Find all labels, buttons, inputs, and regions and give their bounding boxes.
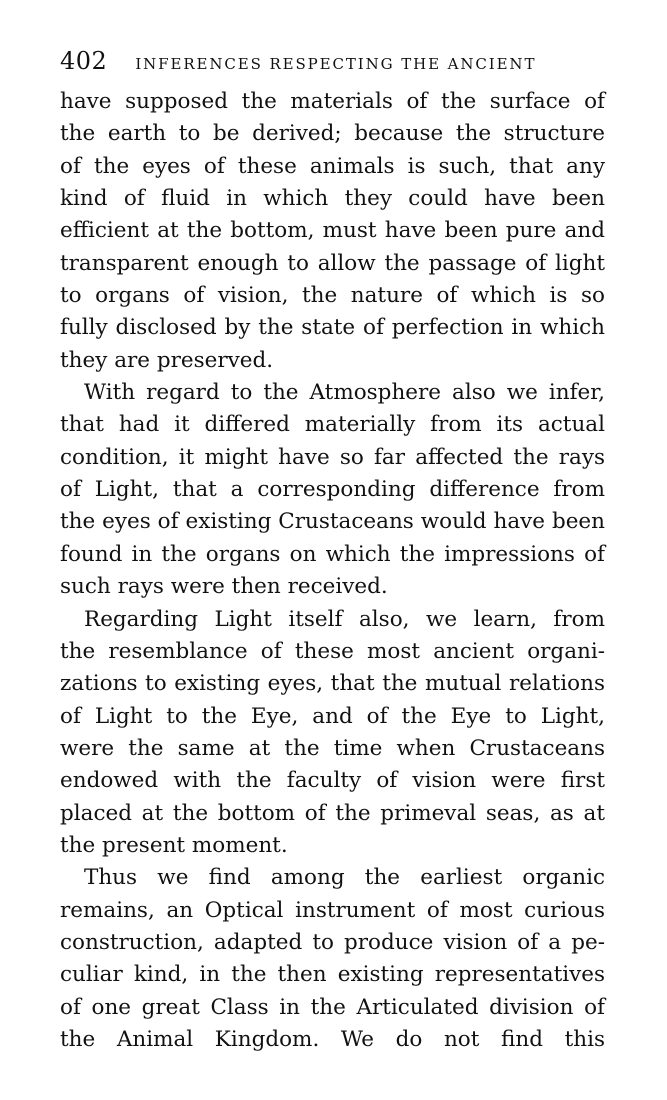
- text-line: they are preserved.: [60, 347, 274, 373]
- text-line: construction, adapted to produce vision of a pe-: [60, 929, 605, 955]
- text-line: the present moment.: [60, 832, 288, 858]
- text-line: the Animal Kingdom. We do not find this: [60, 1026, 605, 1052]
- text-line: remains, an Optical instrument of most curious: [60, 897, 605, 923]
- text-line: were the same at the time when Crustaceans: [60, 735, 605, 761]
- text-line: to organs of vision, the nature of which is so: [60, 283, 605, 309]
- running-title: INFERENCES RESPECTING THE ANCIENT: [135, 55, 537, 73]
- body-text: [60, 86, 605, 1056]
- text-line: of one great Class in the Articulated division of: [60, 994, 605, 1020]
- text-line: transparent enough to allow the passage of light: [60, 250, 605, 276]
- text-line: placed at the bottom of the primeval seas, as at: [60, 800, 605, 826]
- text-line: have supposed the materials of the surface of: [60, 89, 605, 114]
- text-line: fully disclosed by the state of perfection in which: [60, 315, 605, 341]
- text-line: found in the organs on which the impressions of: [60, 541, 605, 567]
- text-line: of the eyes of these animals is such, that any: [60, 153, 605, 179]
- text-line: the earth to be derived; because the structure: [60, 121, 605, 147]
- paragraph-first-line: Regarding Light itself also, we learn, from: [84, 606, 605, 632]
- running-head: [60, 47, 620, 75]
- text-line: efficient at the bottom, must have been pure and: [60, 218, 605, 244]
- text-line: the eyes of existing Crustaceans would have been: [60, 509, 605, 535]
- paragraph-first-line: With regard to the Atmosphere also we infer,: [84, 380, 605, 406]
- text-line: the resemblance of these most ancient organi-: [60, 638, 605, 664]
- text-line: of Light, that a corresponding difference from: [60, 477, 605, 503]
- text-line: of Light to the Eye, and of the Eye to Light,: [60, 703, 605, 729]
- text-line: kind of fluid in which they could have been: [60, 186, 605, 212]
- text-line: culiar kind, in the then existing representatives: [60, 962, 605, 988]
- text-line: zations to existing eyes, that the mutual relations: [60, 671, 605, 697]
- text-line: that had it differed materially from its actual: [60, 412, 605, 438]
- page-number: 402: [60, 47, 108, 75]
- paragraph-first-line: Thus we find among the earliest organic: [84, 865, 605, 891]
- text-line: such rays were then received.: [60, 574, 388, 600]
- text-line: endowed with the faculty of vision were first: [60, 768, 605, 794]
- text-line: condition, it might have so far affected the rays: [60, 444, 605, 470]
